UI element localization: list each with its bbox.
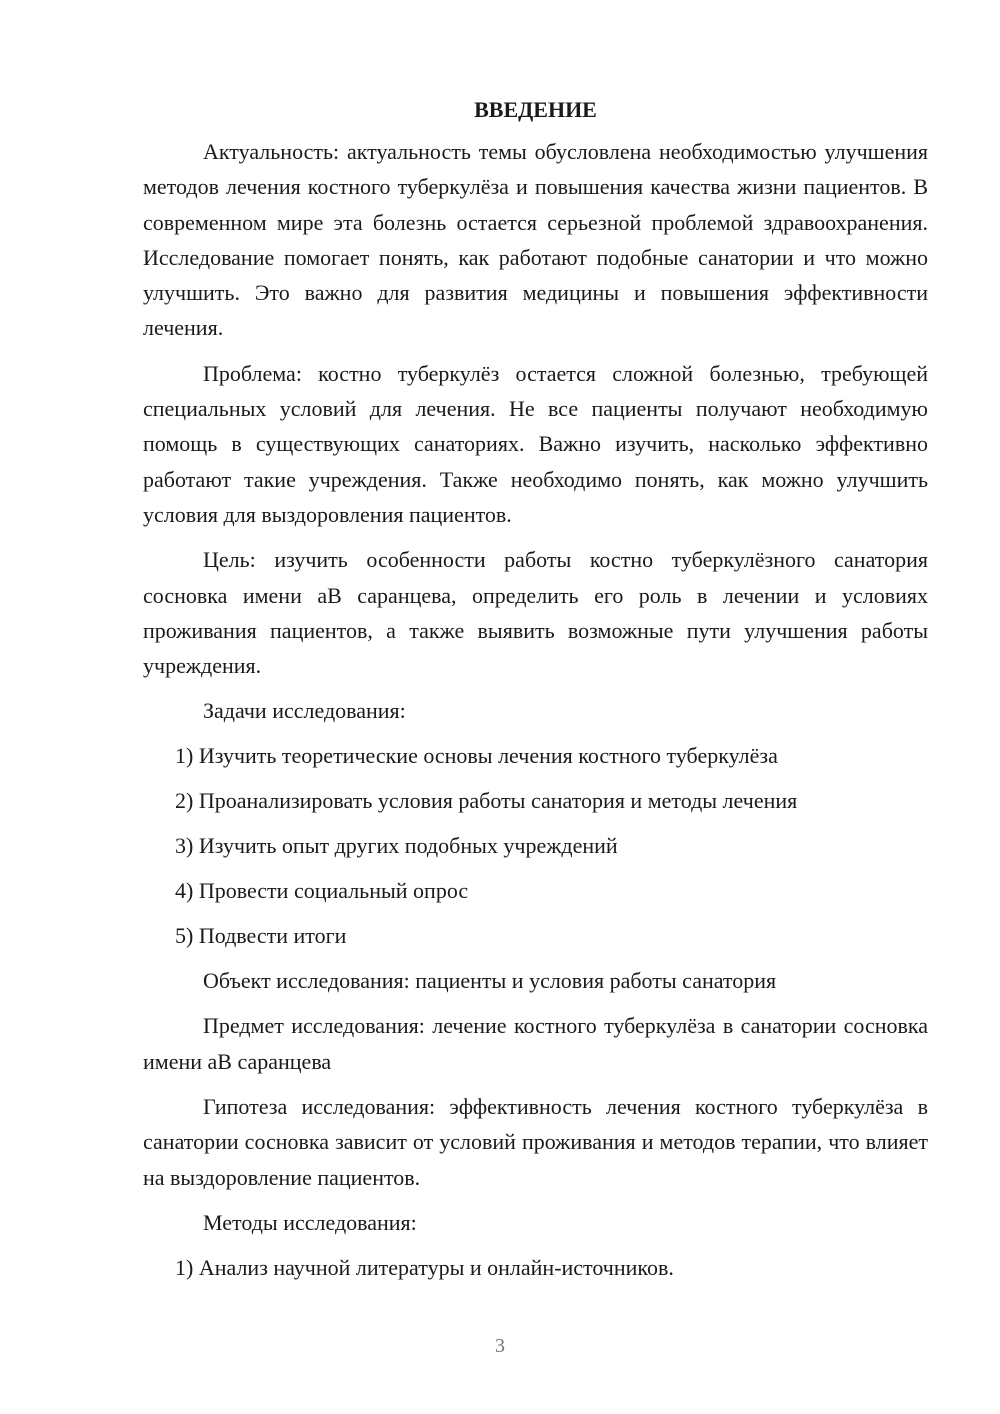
method-item: 1) Анализ научной литературы и онлайн-источников. <box>175 1254 674 1280</box>
problem-paragraph: Проблема: костно туберкулёз остается сложной болезнью, требующей специальных условий для лечения. Не все пациенты получают необходимую помощь в существующих санаториях. Важно изучить, насколько эффективно работают такие учреждения. Также необходимо понять, как можно улучшить условия для выздоровления пациентов. <box>143 360 928 527</box>
goal-paragraph: Цель: изучить особенности работы костно туберкулёзного санатория сосновка имени аВ саранцева, определить его роль в лечении и условиях проживания пациентов, а также выявить возможные пути улучшения работы учреждения. <box>143 547 928 679</box>
page-number: 3 <box>495 1335 505 1357</box>
task-item: 4) Провести социальный опрос <box>175 878 469 904</box>
research-object: Объект исследования: пациенты и условия работы санатория <box>203 968 777 994</box>
methods-heading: Методы исследования: <box>203 1209 417 1235</box>
tasks-heading: Задачи исследования: <box>203 698 406 724</box>
task-item: 5) Подвести итоги <box>175 923 347 949</box>
task-item: 1) Изучить теоретические основы лечения костного туберкулёза <box>175 743 778 769</box>
task-item: 2) Проанализировать условия работы санатория и методы лечения <box>175 788 798 814</box>
relevance-paragraph: Актуальность: актуальность темы обусловлена необходимостью улучшения методов лечения костного туберкулёза и повышения качества жизни пациентов. В современном мире эта болезнь остается серьезной проблемой здравоохранения. Исследование помогает понять, как работают подобные санатории и что можно улучшить. Это важно для развития медицины и повышения эффективности лечения. <box>143 139 928 341</box>
research-subject: Предмет исследования: лечение костного туберкулёза в санатории сосновка имени аВ саранцева <box>143 1013 928 1074</box>
document-page <box>143 96 928 1295</box>
research-hypothesis: Гипотеза исследования: эффективность лечения костного туберкулёза в санатории сосновка зависит от условий проживания и методов терапии, что влияет на выздоровление пациентов. <box>143 1094 928 1190</box>
task-item: 3) Изучить опыт других подобных учреждений <box>175 833 618 859</box>
section-title: ВВЕДЕНИЕ <box>474 97 597 122</box>
